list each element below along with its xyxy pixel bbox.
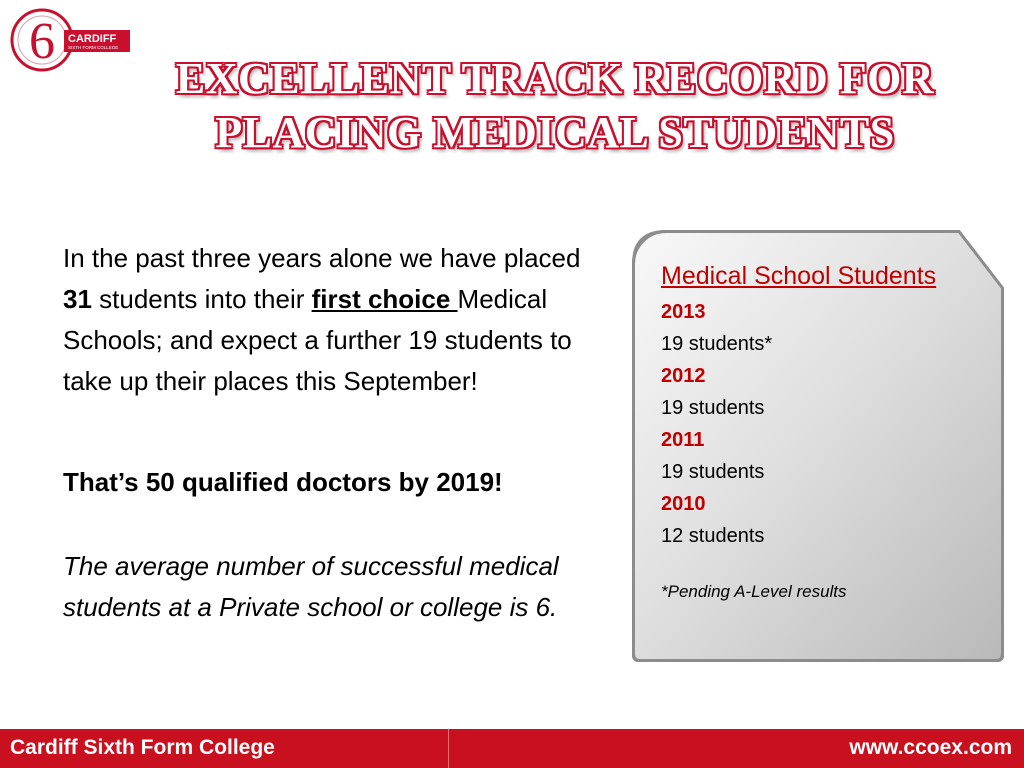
logo-numeral: 6: [29, 13, 55, 70]
paragraph-placements: [63, 238, 593, 402]
student-count: 19 students: [661, 461, 765, 483]
logo-name: CARDIFF: [68, 33, 117, 45]
student-count: 12 students: [661, 525, 765, 547]
year-label: 2013: [661, 301, 706, 323]
footer-college-name: Cardiff Sixth Form College: [10, 736, 275, 759]
student-count: 19 students*: [661, 333, 773, 355]
p1-text-2: students into their: [91, 284, 312, 314]
year-label: 2012: [661, 365, 706, 387]
body-text: [63, 238, 593, 628]
logo-subtitle: SIXTH FORM COLLEGE: [68, 45, 119, 50]
title-line-1: EXCELLENT TRACK RECORD FOR: [175, 54, 935, 103]
p1-text-1: In the past three years alone we have placed: [63, 243, 581, 273]
first-choice-emphasis: first choice: [311, 284, 458, 314]
footer-divider: [448, 729, 449, 768]
placed-count: 31: [63, 284, 92, 314]
pending-note: *Pending A-Level results: [661, 582, 847, 601]
slide-title: [60, 52, 1024, 160]
stats-panel-content: [661, 256, 981, 604]
panel-title: Medical School Students: [661, 262, 937, 290]
footer-website-link[interactable]: www.ccoex.com: [849, 736, 1012, 759]
year-label: 2010: [661, 493, 706, 515]
year-label: 2011: [661, 429, 705, 451]
p1-text-3: Medical Schools; and expect a further 19 students to take up their places this September!: [63, 284, 572, 396]
footer-bar: [0, 729, 1024, 768]
title-line-2: PLACING MEDICAL STUDENTS: [215, 108, 895, 157]
paragraph-doctors: That’s 50 qualified doctors by 2019!: [63, 467, 503, 497]
paragraph-average: The average number of successful medical students at a Private school or college is 6.: [63, 551, 559, 622]
student-count: 19 students: [661, 397, 765, 419]
